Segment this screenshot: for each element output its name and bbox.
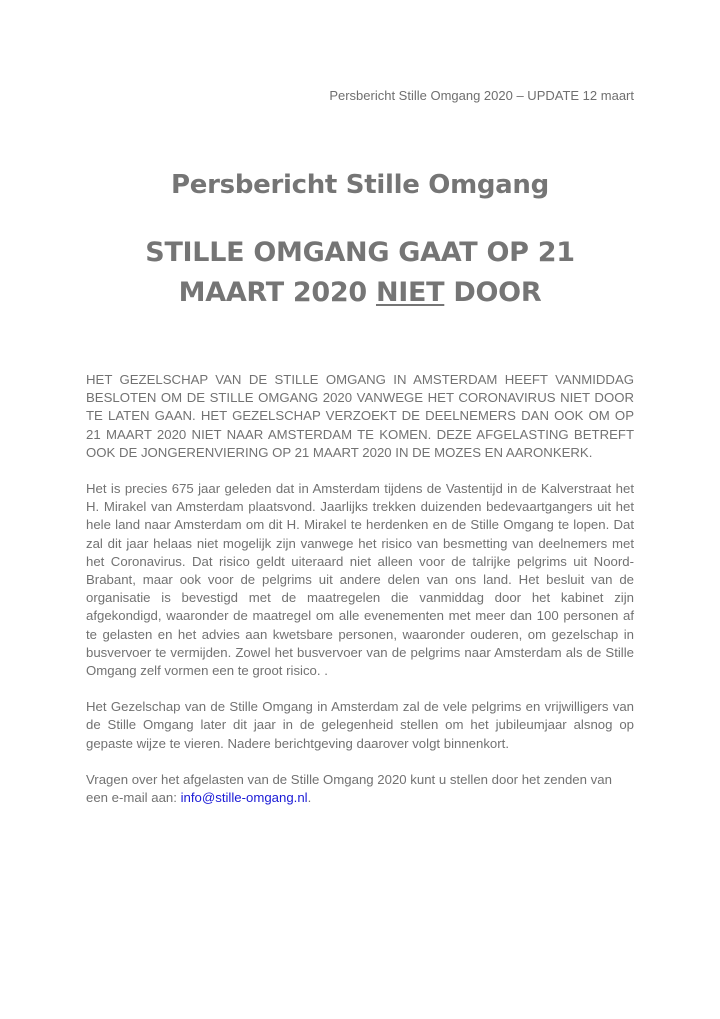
- headline-part-1: STILLE OMGANG GAAT OP 21 MAART 2020: [145, 237, 575, 308]
- contact-suffix: .: [307, 790, 312, 806]
- intro-paragraph: HET GEZELSCHAP VAN DE STILLE OMGANG IN AMSTERDAM HEEFT VANMIDDAG BESLOTEN OM DE STILLE OMGANG 2020 VANWEGE HET CORONAVIRUS NIET DOOR TE LATEN GAAN. HET GEZELSCHAP VERZOEKT DE DEELNEMERS DAN OOK OM OP 21 MAART 2020 NIET NAAR AMSTERDAM TE KOMEN. DEZE AFGELASTING BETREFT OOK DE JONGERENVIERING OP 21 MAART 2020 IN DE MOZES EN AARONKERK.: [86, 372, 634, 460]
- jubilee-paragraph: Het Gezelschap van de Stille Omgang in Amsterdam zal de vele pelgrims en vrijwilligers van de Stille Omgang later dit jaar in de gelegenheid stellen om het jubileumjaar alsnog op gepaste wijze te vieren. Nadere berichtgeving daarover volgt binnenkort.: [86, 699, 634, 751]
- running-header: Persbericht Stille Omgang 2020 – UPDATE 12 maart: [329, 88, 634, 103]
- contact-paragraph: [86, 771, 634, 807]
- contact-text: Vragen over het afgelasten van de Stille Omgang 2020 kunt u stellen door het zenden van een e-mail aan:: [86, 771, 612, 806]
- document-title: Persbericht Stille Omgang: [171, 170, 549, 200]
- headline-emphasis: NIET: [375, 277, 445, 308]
- headline-part-2: DOOR: [444, 277, 542, 308]
- body-text: [86, 371, 634, 825]
- history-paragraph: Het is precies 675 jaar geleden dat in Amsterdam tijdens de Vastentijd in de Kalverstraat het H. Mirakel van Amsterdam plaatsvond. Jaarlijks trekken duizenden bedevaartgangers uit het hele land naar Amsterdam om dit H. Mirakel te herdenken en de Stille Omgang te lopen. Dat zal dit jaar helaas niet mogelijk zijn vanwege het risico van besmetting van deelnemers met het Coronavirus. Dat risico geldt uiteraard niet alleen voor de talrijke pelgrims uit Noord-Brabant, maar ook voor de pelgrims uit andere delen van ons land. Het besluit van de organisatie is bevestigd met de maatregelen die vanmiddag door het kabinet zijn afgekondigd, waaronder de maatregel om alle evenementen met meer dan 100 personen af te gelasten en het advies aan kwetsbare personen, waaronder ouderen, om gezelschap in busvervoer te vermijden. Zowel het busvervoer van de pelgrims naar Amsterdam als de Stille Omgang zelf vormen een te groot risico. .: [86, 481, 634, 679]
- headline: [90, 233, 630, 313]
- email-link[interactable]: info@stille-omgang.nl: [180, 790, 308, 806]
